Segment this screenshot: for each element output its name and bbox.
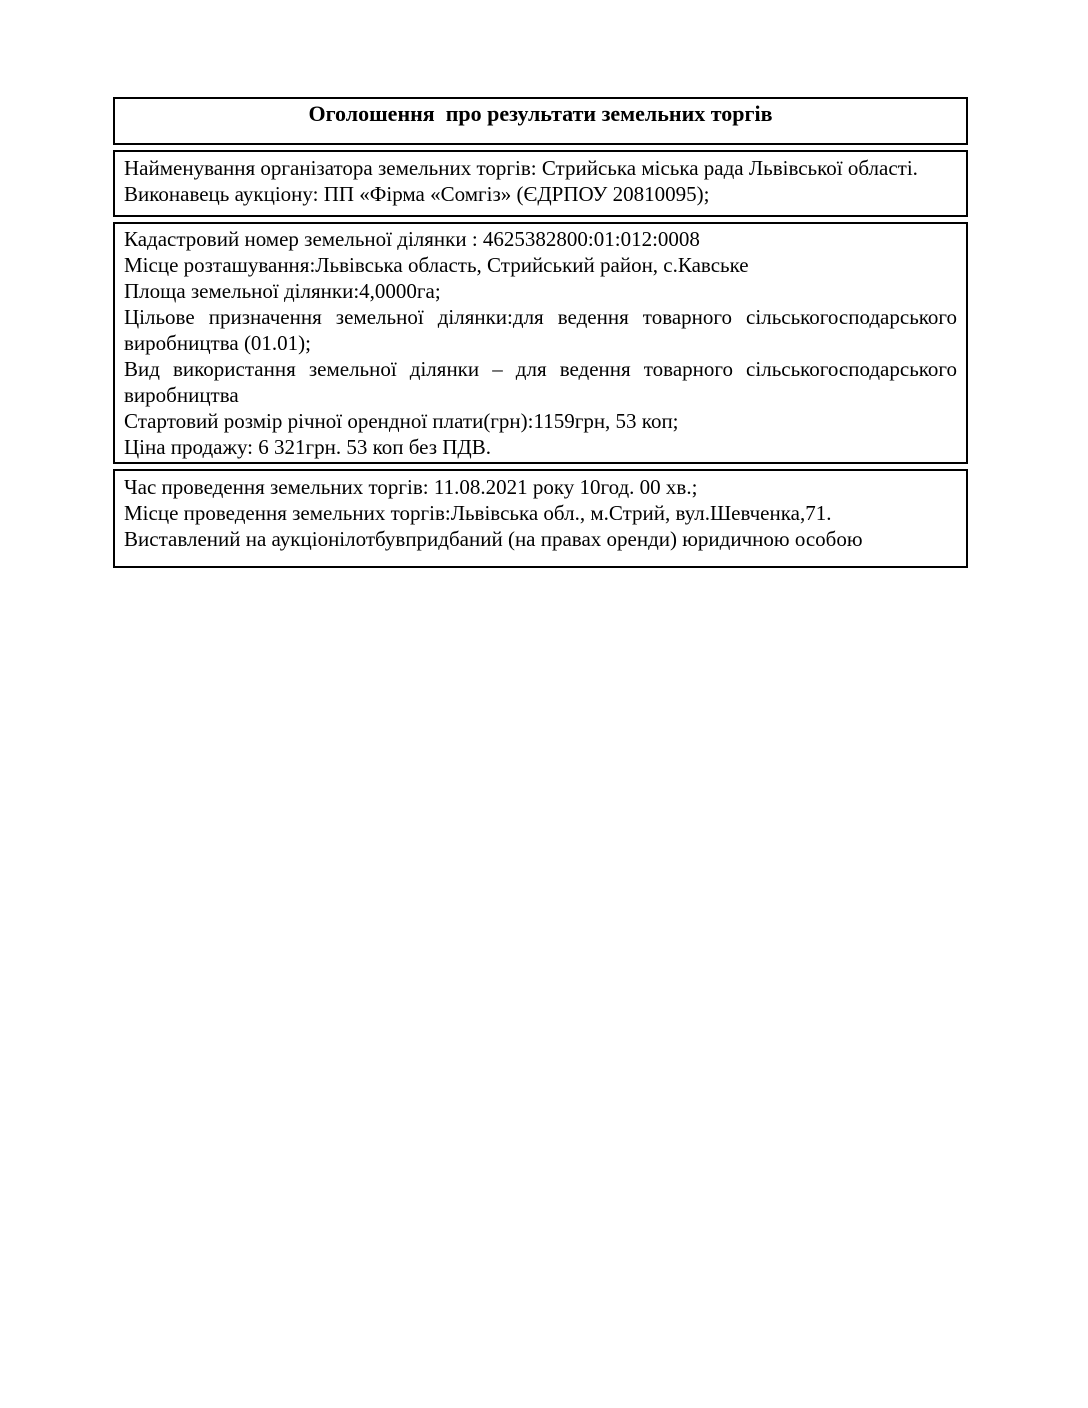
section-parcel-details bbox=[113, 222, 968, 464]
text-line: Виконавець аукціону: ПП «Фірма «Сомгіз» (ЄДРПОУ 20810095); bbox=[124, 182, 710, 206]
section-auction-event bbox=[113, 469, 968, 568]
text-line: Місце проведення земельних торгів:Львівська обл., м.Стрий, вул.Шевченка,71. bbox=[124, 501, 832, 525]
title-box bbox=[113, 97, 968, 145]
text-line: Місце розташування:Львівська область, Стрийський район, с.Кавське bbox=[124, 253, 749, 277]
text-line: Кадастровий номер земельної ділянки : 4625382800:01:012:0008 bbox=[124, 227, 700, 251]
text-line: Вид використання земельної ділянки – для ведення товарного сільськогосподарського bbox=[124, 357, 957, 381]
text-line: виробництва bbox=[124, 383, 239, 407]
text-line: Ціна продажу: 6 321грн. 53 коп без ПДВ. bbox=[124, 435, 492, 459]
section-organizer bbox=[113, 150, 968, 217]
text-line: Цільове призначення земельної ділянки:для ведення товарного сільськогосподарського bbox=[124, 305, 957, 329]
page-title: Оголошення про результати земельних торгів bbox=[308, 101, 773, 126]
text-line: Час проведення земельних торгів: 11.08.2021 року 10год. 00 хв.; bbox=[124, 475, 698, 499]
text-line: Виставлений на аукціонілотбувпридбаний (на правах оренди) юридичною особою bbox=[124, 527, 863, 551]
text-line: Найменування організатора земельних торгів: Стрийська міська рада Львівської області. bbox=[124, 156, 918, 180]
text-line: Площа земельної ділянки:4,0000га; bbox=[124, 279, 441, 303]
text-line: Стартовий розмір річної орендної плати(грн):1159грн, 53 коп; bbox=[124, 409, 679, 433]
announcement-table bbox=[113, 97, 968, 568]
text-line: виробництва (01.01); bbox=[124, 331, 312, 355]
